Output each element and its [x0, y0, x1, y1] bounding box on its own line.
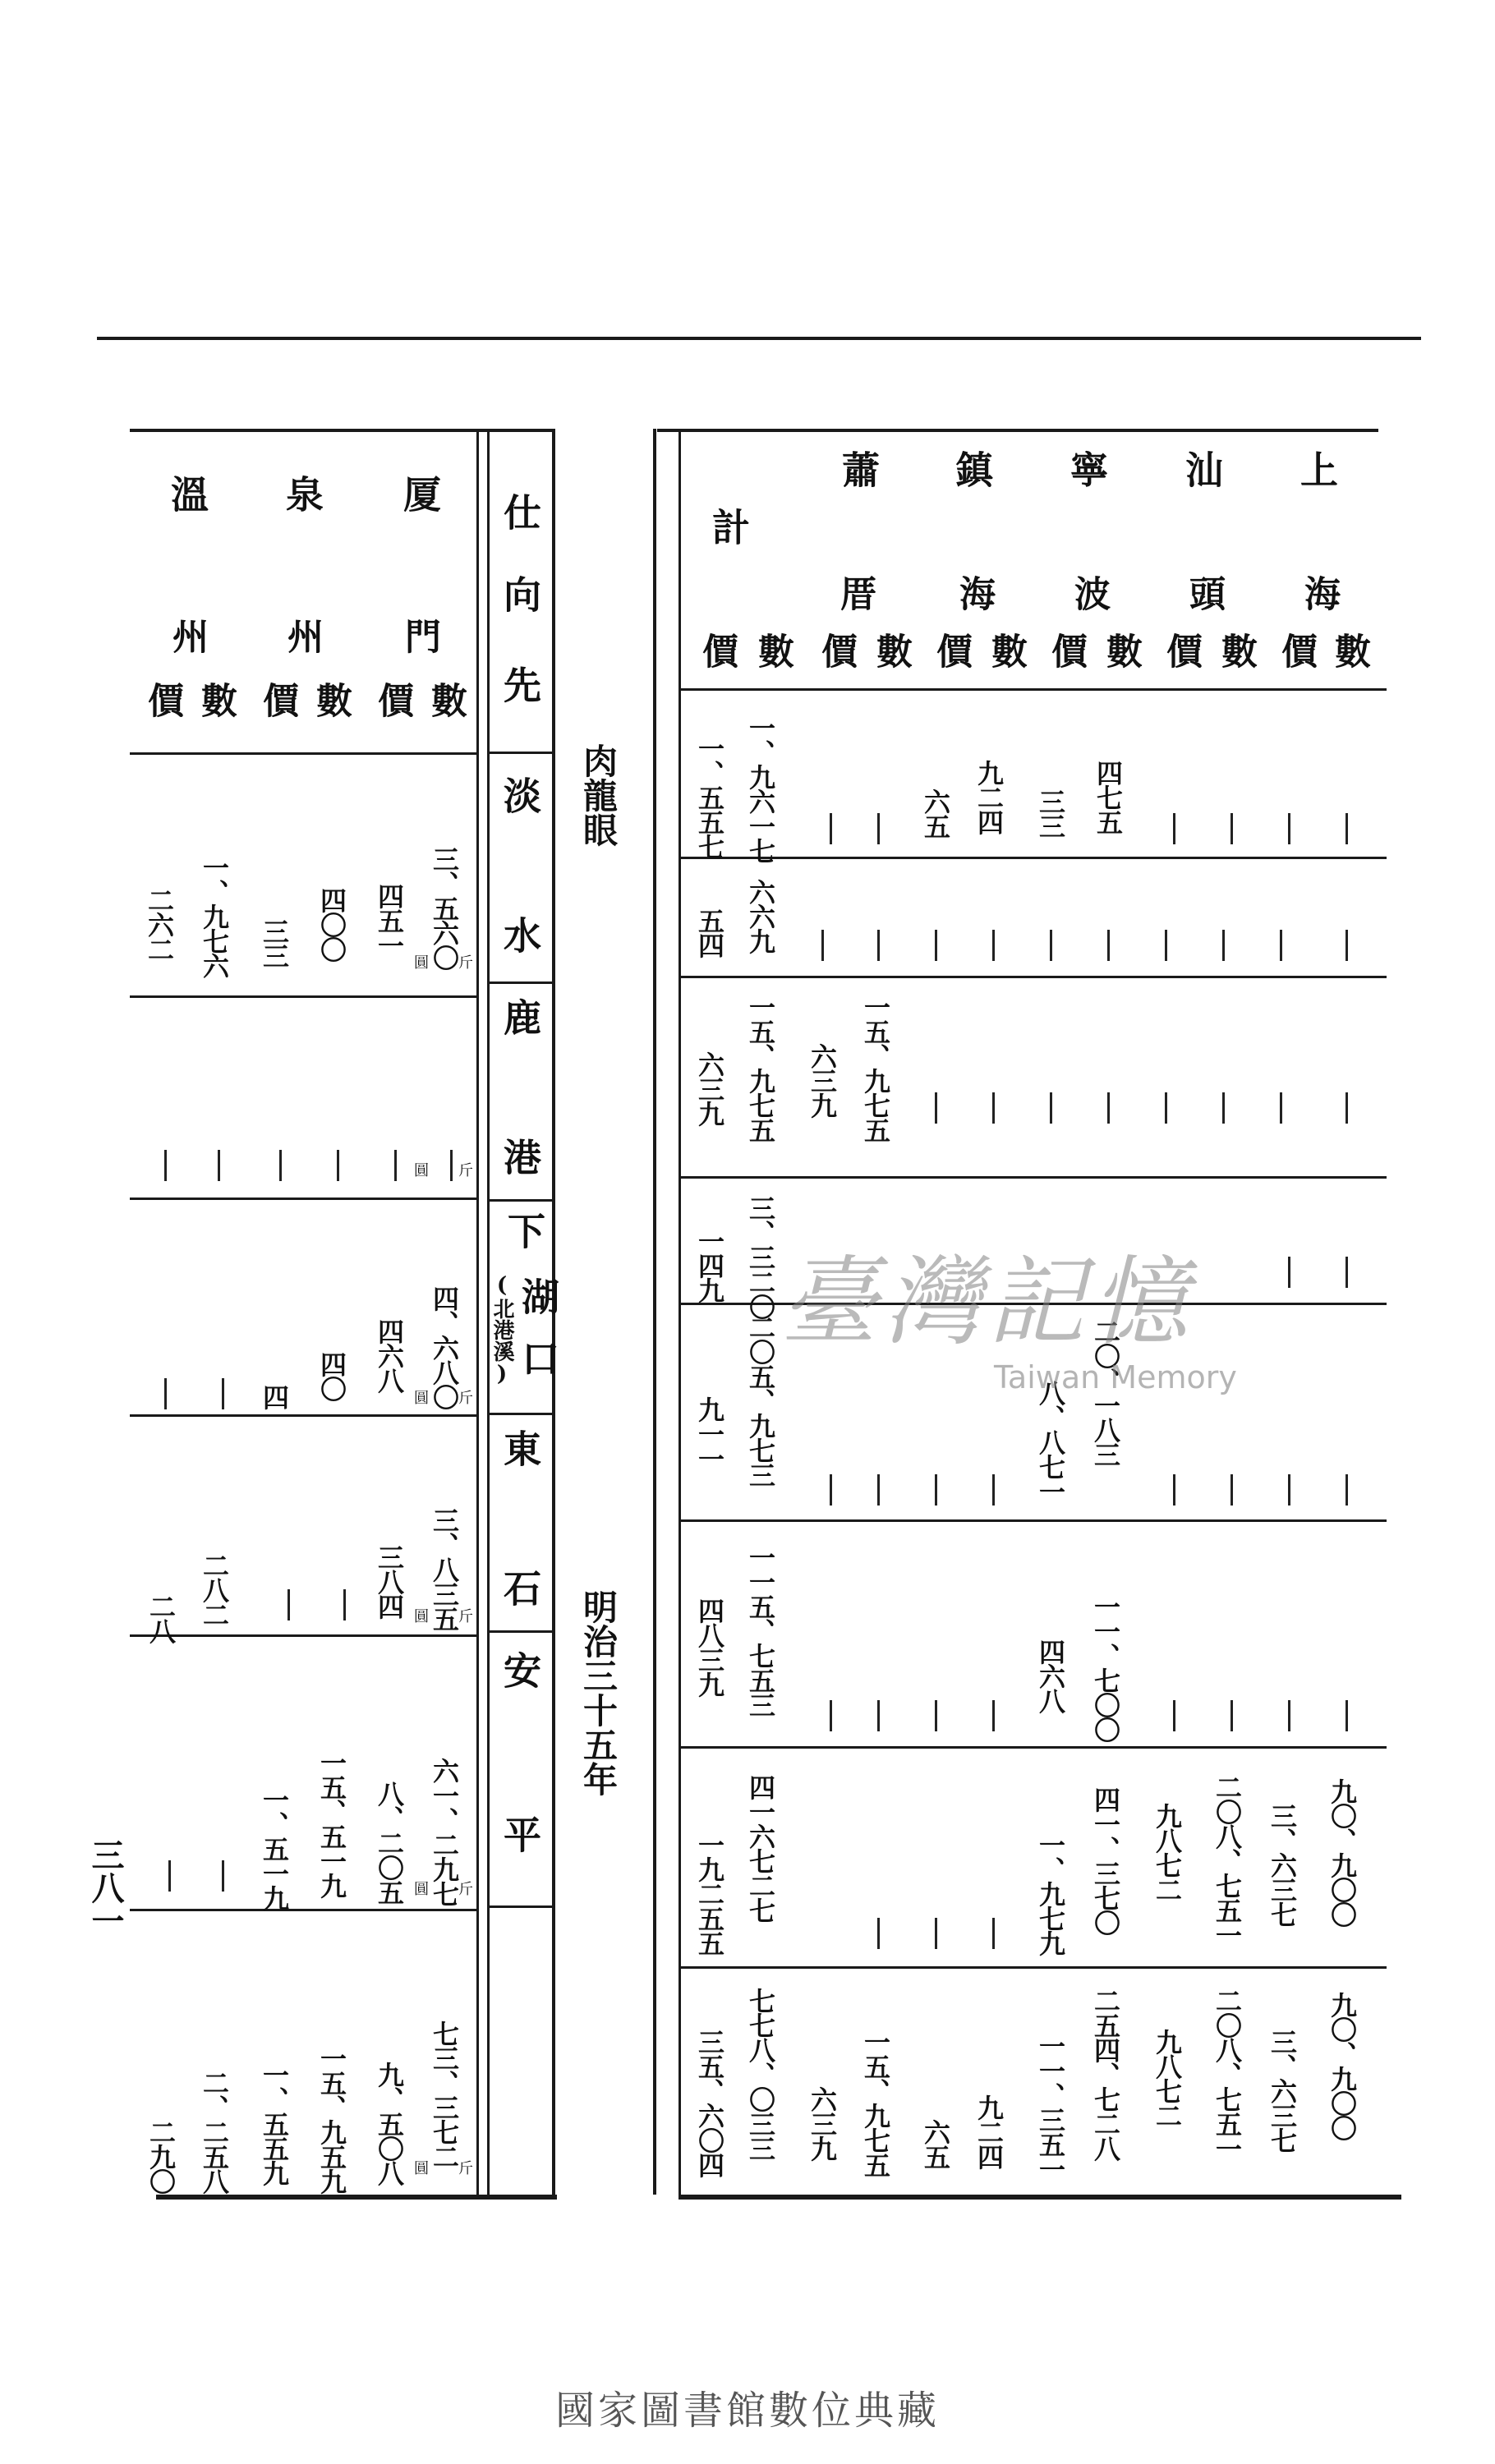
empty-dash [830, 813, 832, 844]
empty-dash [222, 1378, 224, 1409]
table-cell: 九〇、九〇〇 [1327, 1992, 1358, 2140]
unit-jin: 斤 [456, 1881, 473, 1896]
station-col-top [487, 429, 555, 432]
city-header: 海 [1298, 575, 1340, 611]
table-cell: 九一一 [694, 1396, 725, 1470]
table-cell: 五四 [694, 908, 725, 957]
right-table-left-border-inner [678, 429, 681, 2195]
right-row-sep [678, 976, 1387, 978]
table-cell: 一五、九五九 [316, 2045, 347, 2193]
table-cell: 三、五六〇 [429, 846, 460, 969]
city-header: 頭 [1183, 575, 1225, 611]
right-row-sep [678, 1966, 1387, 1969]
station-char: 安 [498, 1651, 542, 1689]
total-header: 計 [706, 508, 751, 545]
empty-dash [877, 1918, 880, 1949]
table-cell: 一五、九七五 [860, 994, 891, 1142]
right-row-sep [678, 857, 1387, 859]
station-char: 先 [498, 665, 542, 703]
empty-dash [288, 1589, 290, 1620]
table-cell: 九二四 [973, 760, 1005, 834]
empty-dash [1288, 1474, 1290, 1506]
qty-label: 數 [985, 632, 1027, 669]
table-cell: 一五、五一九 [316, 1749, 347, 1897]
table-cell: 八、二〇五 [374, 1781, 405, 1904]
unit-yuan: 圓 [412, 1162, 429, 1177]
empty-dash [1222, 930, 1225, 961]
table-cell: 三、八三五 [429, 1507, 460, 1630]
station-sep [487, 1413, 555, 1415]
table-cell: 七三、三七二 [429, 2020, 460, 2168]
empty-dash [1230, 813, 1233, 844]
empty-dash [1346, 930, 1348, 961]
price-label: 價 [256, 682, 298, 718]
empty-dash [992, 1700, 995, 1731]
table-cell: 四五一 [374, 883, 405, 957]
table-cell: 二〇八、七五一 [1212, 1774, 1243, 1947]
city-header: 州 [166, 618, 208, 654]
empty-dash [1222, 1092, 1225, 1124]
table-cell: 六五 [920, 2119, 951, 2168]
station-sep [487, 752, 555, 754]
table-cell: 四一、三七〇 [1090, 1786, 1121, 1934]
table-cell: 一、五一九 [259, 1786, 290, 1910]
table-cell: 一一、三五一 [1035, 2033, 1066, 2181]
left-table-bottom-border [156, 2195, 557, 2200]
table-cell: 六一、二九七 [429, 1758, 460, 1905]
port-header: 蕭 [836, 450, 881, 488]
qty-label: 數 [310, 682, 352, 718]
qty-label: 數 [1328, 632, 1370, 669]
empty-dash [450, 1150, 453, 1181]
station-char: 港 [498, 1138, 542, 1175]
empty-dash [1173, 813, 1175, 844]
table-cell: 六三九 [807, 2086, 838, 2160]
product-title: 肉龍眼 [578, 743, 619, 847]
empty-dash [1050, 930, 1052, 961]
price-label: 價 [371, 682, 413, 718]
empty-dash [1288, 813, 1290, 844]
empty-dash [1346, 813, 1348, 844]
table-cell: 三五、六〇四 [694, 2029, 725, 2177]
empty-dash [1280, 1092, 1282, 1124]
left-table-inner-border [476, 429, 479, 2195]
empty-dash [992, 1092, 995, 1124]
table-cell: 九八七二 [1152, 2029, 1183, 2127]
empty-dash [877, 930, 880, 961]
empty-dash [992, 1474, 995, 1506]
empty-dash [1288, 1700, 1290, 1731]
unit-yuan: 圓 [412, 954, 429, 969]
empty-dash [935, 1092, 937, 1124]
table-cell: 四一六七二七 [745, 1774, 776, 1922]
table-cell: 七七八、〇三三 [745, 1988, 776, 2160]
table-cell: 四七五 [1092, 760, 1124, 834]
empty-dash [830, 1474, 832, 1506]
station-char: 口 [516, 1339, 560, 1377]
table-cell: 八、八七一 [1035, 1380, 1066, 1503]
empty-dash [830, 1700, 832, 1731]
empty-dash [877, 813, 880, 844]
table-cell: 四、六八〇 [429, 1285, 460, 1409]
table-cell: 六六九 [745, 879, 776, 953]
station-sep [487, 981, 555, 984]
station-sep [487, 1199, 555, 1202]
empty-dash [877, 1474, 880, 1506]
price-label: 價 [141, 682, 183, 718]
left-row-sep [130, 1634, 476, 1637]
empty-dash [1165, 930, 1167, 961]
empty-dash [821, 930, 824, 961]
station-char: 東 [498, 1429, 542, 1467]
city-header: 門 [398, 618, 440, 654]
right-row-sep [678, 1519, 1387, 1522]
table-cell: 一、五五七 [694, 735, 725, 858]
port-header: 上 [1295, 450, 1339, 488]
station-char: 湖 [516, 1277, 560, 1315]
empty-dash [1173, 1474, 1175, 1506]
unit-jin: 斤 [456, 2160, 473, 2175]
empty-dash [935, 1700, 937, 1731]
empty-dash [877, 1700, 880, 1731]
port-header: 泉 [280, 475, 324, 513]
empty-dash [1107, 1092, 1110, 1124]
table-cell: 一一五、七五三 [745, 1544, 776, 1717]
table-cell: 一、五五九 [259, 2062, 290, 2185]
left-row-sep [130, 1909, 476, 1911]
empty-dash [279, 1150, 282, 1181]
city-header: 厝 [834, 575, 876, 611]
table-cell: 二〇八、七五一 [1212, 1988, 1243, 2160]
empty-dash [168, 1860, 171, 1892]
qty-label: 數 [752, 632, 794, 669]
table-cell: 六三九 [694, 1051, 725, 1125]
table-cell: 二九〇 [145, 2119, 177, 2193]
unit-jin: 斤 [456, 1608, 473, 1623]
table-cell: 二〇、一八三 [1090, 1318, 1121, 1466]
table-cell: 四〇〇 [316, 887, 347, 961]
price-label: 價 [1045, 632, 1087, 669]
page-number: 三八一 [86, 1838, 125, 1937]
qty-label: 數 [1100, 632, 1142, 669]
right-table-bottom-border [678, 2195, 1401, 2200]
city-header: 州 [281, 618, 323, 654]
left-header-bottom [130, 752, 476, 755]
table-cell: 三八四 [374, 1544, 405, 1618]
right-row-sep [678, 1746, 1387, 1749]
table-cell: 一、九七六 [199, 854, 230, 977]
empty-dash [935, 930, 937, 961]
empty-dash [935, 1474, 937, 1506]
empty-dash [337, 1150, 339, 1181]
table-cell: 一九二五五 [694, 1832, 725, 1955]
unit-jin: 斤 [456, 954, 473, 969]
table-cell: 三、六三七 [1267, 2029, 1298, 2152]
empty-dash [343, 1589, 346, 1620]
table-cell: 三三 [259, 918, 290, 968]
qty-label: 數 [195, 682, 237, 718]
table-cell: 一一、七〇〇 [1090, 1593, 1121, 1741]
empty-dash [992, 930, 995, 961]
port-header: 寧 [1065, 450, 1109, 488]
right-row-sep [678, 1176, 1387, 1179]
table-cell: 二五四、七二八 [1090, 1988, 1121, 2160]
table-cell: 四 [259, 1384, 290, 1409]
right-table-left-border [653, 429, 656, 2195]
year-title: 明治三十五年 [578, 1589, 619, 1796]
table-cell: 九二四 [973, 2094, 1005, 2168]
table-cell: 二、二五八 [199, 2070, 230, 2193]
qty-label: 數 [425, 682, 467, 718]
table-cell: 三三 [1035, 788, 1066, 838]
station-char: 石 [498, 1569, 542, 1607]
footer-caption: 國家圖書館數位典藏 [554, 2388, 940, 2434]
empty-dash [992, 1918, 995, 1949]
empty-dash [1346, 1700, 1348, 1731]
table-cell: 四六八 [1035, 1639, 1066, 1712]
unit-yuan: 圓 [412, 1608, 429, 1623]
unit-jin: 斤 [456, 1390, 473, 1404]
empty-dash [1165, 1092, 1167, 1124]
station-char: 平 [498, 1815, 542, 1853]
table-cell: 九、五〇八 [374, 2062, 405, 2185]
port-header: 鎮 [950, 450, 994, 488]
watermark-text: Taiwan Memory [994, 1359, 1237, 1395]
empty-dash [1050, 1092, 1052, 1124]
right-table-top-border [657, 429, 1378, 432]
table-cell: 三、三二〇 [745, 1195, 776, 1318]
empty-dash [222, 1860, 224, 1892]
city-header: 波 [1068, 575, 1110, 611]
empty-dash [1173, 1700, 1175, 1731]
unit-yuan: 圓 [412, 2160, 429, 2175]
left-row-sep [130, 995, 476, 998]
empty-dash [935, 1918, 937, 1949]
empty-dash [164, 1150, 167, 1181]
station-char: 淡 [498, 776, 542, 814]
right-header-bottom [678, 688, 1387, 691]
table-cell: 一、九六一七 [745, 715, 776, 862]
price-label: 價 [1275, 632, 1317, 669]
table-cell: 九〇、九〇〇 [1327, 1778, 1358, 1926]
table-cell: 二〇五、九七三 [745, 1314, 776, 1487]
table-cell: 四八三九 [694, 1597, 725, 1696]
qty-label: 數 [870, 632, 912, 669]
table-cell: 四六八 [374, 1318, 405, 1392]
empty-dash [1280, 930, 1282, 961]
table-cell: 四〇 [316, 1351, 347, 1400]
unit-yuan: 圓 [412, 1390, 429, 1404]
empty-dash [164, 1378, 167, 1409]
unit-yuan: 圓 [412, 1881, 429, 1896]
table-cell: 一五、九七五 [860, 2029, 891, 2177]
left-table-top-border [130, 429, 487, 432]
station-char: 仕 [498, 493, 542, 531]
price-label: 價 [696, 632, 738, 669]
top-rule [97, 337, 1421, 340]
table-cell: 二八二 [199, 1552, 230, 1626]
empty-dash [1230, 1474, 1233, 1506]
table-cell: 二八 [145, 1593, 177, 1643]
left-row-sep [130, 1414, 476, 1417]
left-row-sep [130, 1198, 476, 1200]
table-cell: 一四九 [694, 1228, 725, 1302]
empty-dash [1230, 1700, 1233, 1731]
station-char: 下 [502, 1211, 546, 1249]
table-cell: 六五 [920, 788, 951, 838]
station-char: 水 [498, 916, 542, 954]
qty-label: 數 [1215, 632, 1257, 669]
empty-dash [1346, 1257, 1348, 1288]
table-cell: 二六二 [144, 887, 175, 961]
price-label: 價 [930, 632, 972, 669]
port-header: 溫 [165, 475, 209, 513]
price-label: 價 [1160, 632, 1202, 669]
empty-dash [1107, 930, 1110, 961]
station-sep [487, 1905, 555, 1908]
station-char: 鹿 [498, 998, 542, 1036]
port-header: 厦 [398, 475, 442, 513]
table-cell: 一、九七九 [1035, 1832, 1066, 1955]
table-cell: 六三九 [807, 1043, 838, 1117]
empty-dash [1346, 1474, 1348, 1506]
unit-jin: 斤 [456, 1162, 473, 1177]
empty-dash [394, 1150, 397, 1181]
watermark-logo: 臺灣記憶 [780, 1245, 1195, 1358]
table-cell: 九八七二 [1152, 1803, 1183, 1901]
station-sep [487, 1630, 555, 1633]
station-note: (北港溪) [490, 1273, 514, 1386]
empty-dash [1288, 1257, 1290, 1288]
port-header: 汕 [1180, 450, 1224, 488]
empty-dash [1346, 1092, 1348, 1124]
city-header: 海 [953, 575, 995, 611]
price-label: 價 [815, 632, 857, 669]
table-cell: 三、六三七 [1267, 1803, 1298, 1926]
empty-dash [218, 1150, 220, 1181]
station-char: 向 [498, 575, 542, 613]
table-cell: 一五、九七五 [745, 994, 776, 1142]
